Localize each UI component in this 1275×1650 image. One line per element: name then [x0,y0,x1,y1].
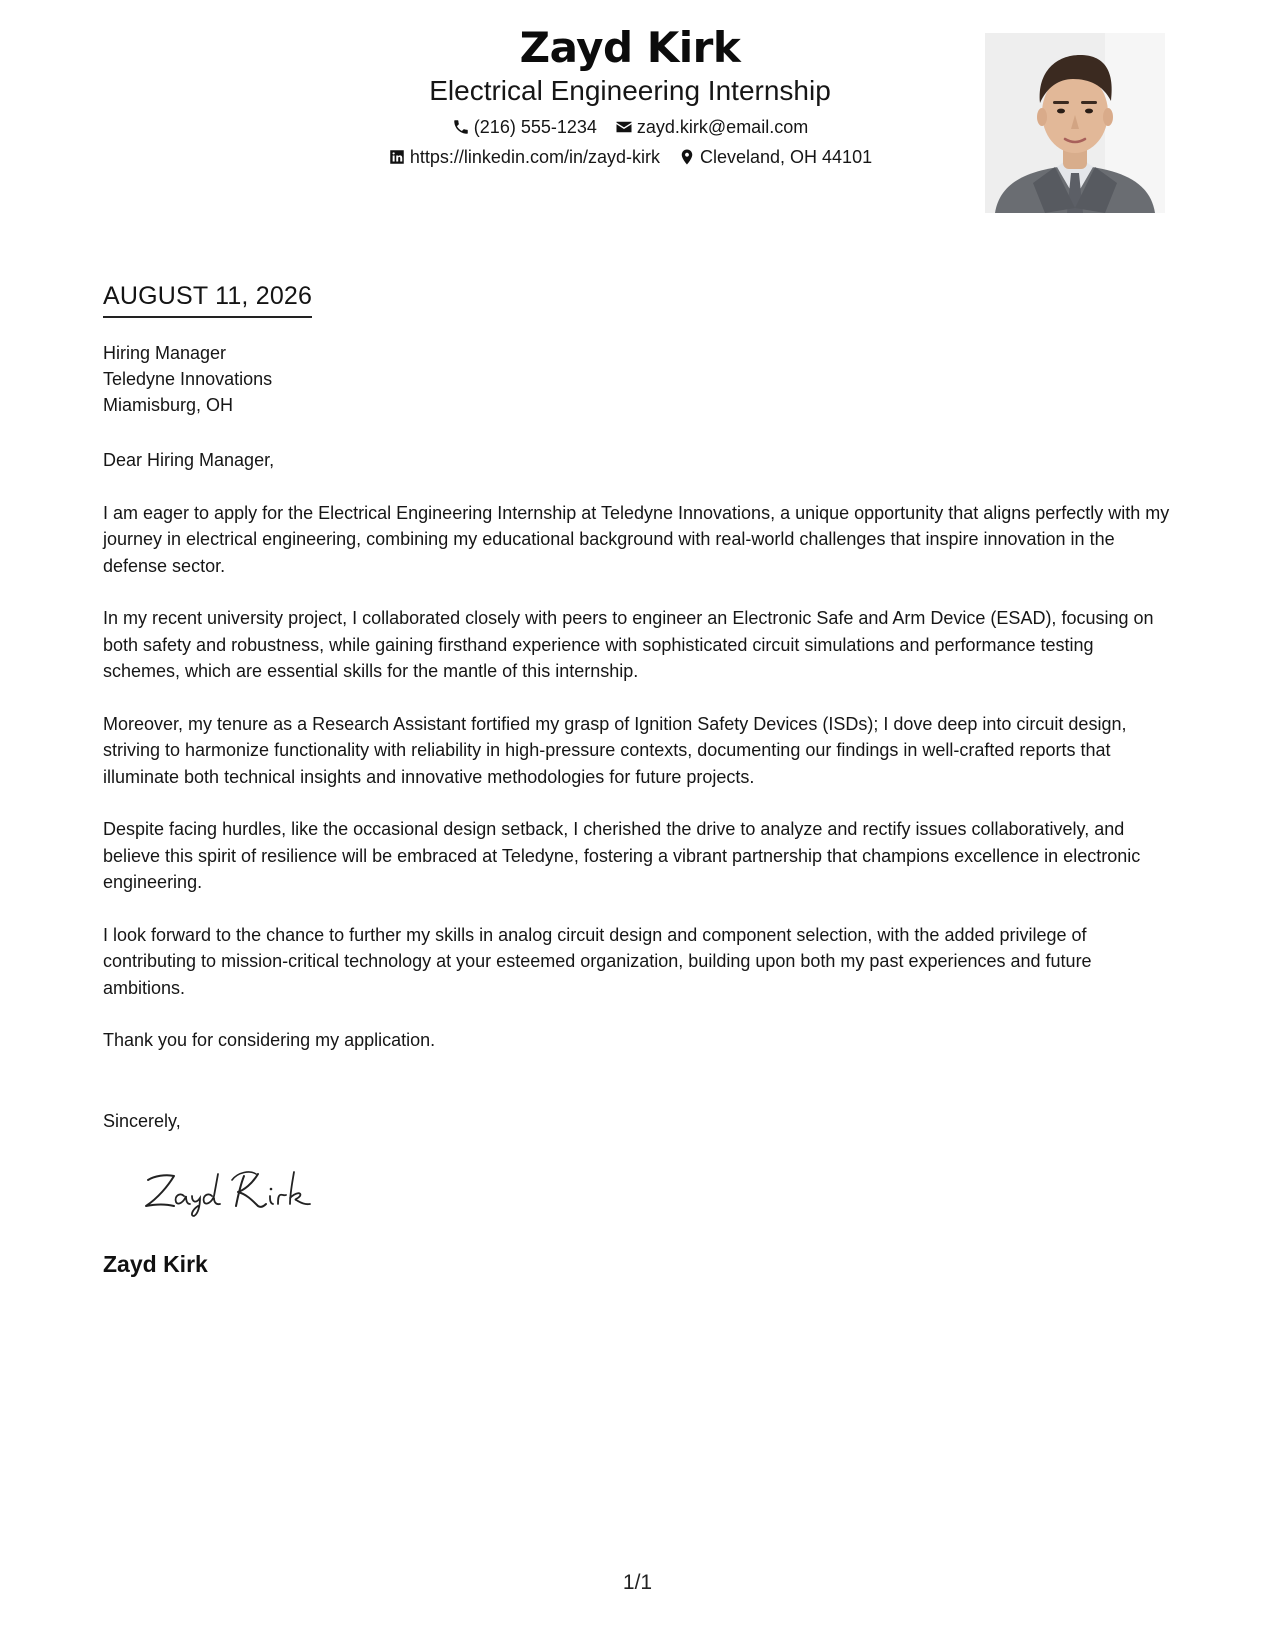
envelope-icon [615,118,633,136]
portrait-illustration [985,33,1165,213]
contact-email[interactable] [615,116,808,138]
paragraph-4: Despite facing hurdles, like the occasional design setback, I cherished the drive to analyze and rectify issues collaboratively, and believe this spirit of resilience will be embraced at Teledyne, fostering a vibrant partnership that champions excellence in electronic engineering. [103,819,1141,892]
signature-drawing [140,1158,330,1220]
paragraph-5: I look forward to the chance to further my skills in analog circuit design and component selection, with the added privilege of contributing to mission-critical technology at your esteemed organization, building upon both my past experiences and future ambitions. [103,924,1092,998]
map-pin-icon [678,148,696,166]
contact-line-2 [280,146,980,168]
handwritten-signature [140,1158,330,1220]
linkedin-url[interactable]: https://linkedin.com/in/zayd-kirk [409,147,660,167]
recipient-location: Miamisburg, OH [103,395,234,415]
email-address[interactable]: zayd.kirk@email.com [636,117,809,137]
profile-photo [985,33,1165,213]
paragraph-2: In my recent university project, I collaborated closely with peers to engineer an Electronic Safe and Arm Device (ESAD), focusing on both safety and robustness, while gaining firsthand experience with sophisticated circuit simulations and performance testing schemes, which are essential skills for the mantle of this internship. [103,608,1154,681]
salutation: Dear Hiring Manager, [103,450,275,470]
contact-linkedin[interactable] [388,146,660,168]
recipient-company: Teledyne Innovations [103,369,273,389]
contact-phone [452,116,597,138]
phone-icon [452,118,470,136]
letter-body [103,447,1175,1080]
applicant-name: Zayd Kirk [519,23,741,72]
recipient-title: Hiring Manager [103,343,227,363]
job-title: Electrical Engineering Internship [429,75,831,106]
paragraph-1: I am eager to apply for the Electrical Engineering Internship at Teledyne Innovations, a unique opportunity that aligns perfectly with my journey in electrical engineering, combining my educational background with real-world challenges that inspire innovation in the defense sector. [103,502,1170,576]
contact-location [678,146,872,168]
signer-name: Zayd Kirk [103,1251,208,1277]
phone-number: (216) 555-1234 [473,117,597,137]
recipient-block [103,340,272,418]
page-number: 1/1 [622,1571,653,1594]
contact-line-1 [280,116,980,138]
linkedin-icon [388,148,406,166]
location-text: Cleveland, OH 44101 [699,147,873,167]
paragraph-3: Moreover, my tenure as a Research Assistant fortified my grasp of Ignition Safety Devices (ISDs); I dove deep into circuit design, striving to harmonize functionality with reliability in high-pressure contexts, documenting our findings in well-crafted reports that illuminate both technical insights and innovative methodologies for future projects. [103,713,1127,787]
paragraph-6: Thank you for considering my application. [103,1030,436,1050]
letter-header [280,22,980,168]
letter-date: AUGUST 11, 2026 [103,280,312,318]
closing: Sincerely, [103,1111,181,1131]
